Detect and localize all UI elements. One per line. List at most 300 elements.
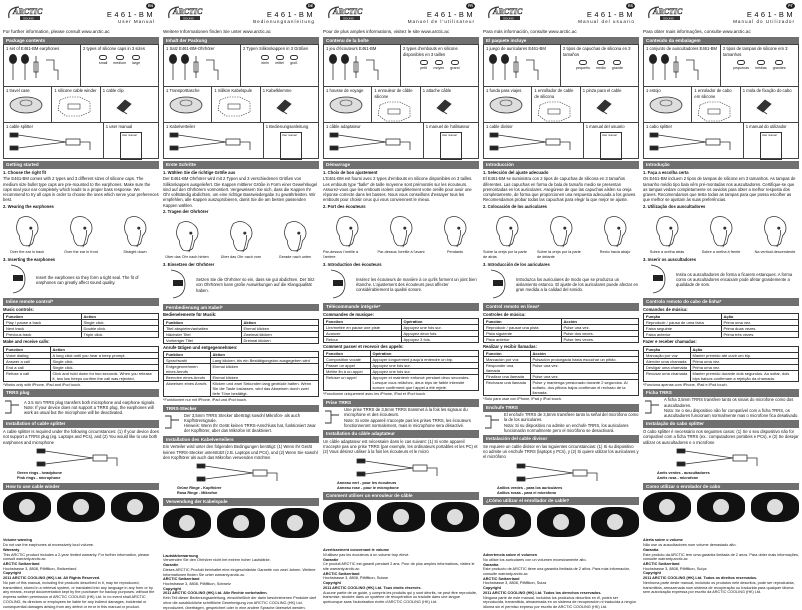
manual-subtitle: Manual del usuario xyxy=(578,19,635,24)
ear-insert-illustration xyxy=(643,263,673,296)
manual-header xyxy=(323,0,479,28)
section-header-getting-started: Introducción xyxy=(483,161,639,169)
table-cell: Appuyer et maintenir enfoncé pendant deux secondes. Lorsque vous relâchez, deux bips de faible intensité sonore confirment que l'appel a été rejeté. xyxy=(370,375,479,391)
section-header-splitter: Installation des Kabelverteilers xyxy=(163,436,319,444)
ear-insert-illustration xyxy=(3,263,33,296)
package-row xyxy=(644,122,798,158)
package-item xyxy=(421,87,478,122)
package-item xyxy=(401,45,478,86)
winder-step-image xyxy=(217,508,265,538)
inserting-title: 3. Introducción de los auriculares xyxy=(483,261,550,267)
table-cell: Faixa seguinte xyxy=(644,326,722,332)
manual-column-pt xyxy=(643,0,799,595)
table-cell: Rechazar una llamada xyxy=(484,380,531,396)
cable-winder-steps xyxy=(3,492,159,522)
wearing-caption: Sobre a orelha atrás xyxy=(649,250,685,255)
footer-text: Hochstrasse 3, 8808, Pfäffikon, Suisse xyxy=(323,576,389,581)
package-item-label: 1 enrollador de cable de silicona xyxy=(534,88,574,99)
model-number: E461-BM xyxy=(586,10,635,19)
wearing-figure xyxy=(643,211,691,255)
svg-text:SOUND: SOUND xyxy=(23,16,34,21)
manual-header xyxy=(643,0,799,28)
calls-title: Realizar y recibir llamadas: xyxy=(483,344,537,350)
footer-text: ARCTIC Switzerland xyxy=(323,571,360,576)
language-badge: PT xyxy=(786,3,795,9)
table-cell: Action xyxy=(81,314,159,320)
footer-text: Hochstrasse 3, 8808, Pfäffikon, Schweiz xyxy=(163,581,231,586)
package-item xyxy=(584,123,638,158)
package-item-label: 1 estojo xyxy=(646,88,661,94)
winder-step-image xyxy=(431,502,479,532)
footer-text: Garantía xyxy=(483,562,499,567)
ring-legend: Rosa Ringe - Mikrofon xyxy=(177,491,218,496)
calls-title: Comment passer et recevoir des appels: xyxy=(323,344,404,350)
cap-size xyxy=(434,60,445,70)
package-row xyxy=(484,122,638,158)
section-header-trrs: Prise TRRS xyxy=(323,399,479,407)
earphones-image xyxy=(166,52,238,83)
table-cell: Aktion xyxy=(210,351,319,357)
package-item xyxy=(532,87,580,122)
manual-subtitle: Manuel de l'utilisateur xyxy=(407,19,475,24)
footer-text: Warranty xyxy=(3,547,20,552)
ring-legend: Anillos rosas - para el micrófono xyxy=(497,490,557,495)
section-header-getting-started: Démarrage xyxy=(323,161,479,169)
trrs-row xyxy=(163,412,319,433)
package-item xyxy=(241,45,318,86)
table-cell: Função xyxy=(644,314,722,320)
calls-table xyxy=(483,350,639,396)
package-item-label: 1 manuel de l'utilisateur xyxy=(425,124,470,130)
package-item xyxy=(484,87,532,122)
package-item xyxy=(164,45,241,86)
remote-footnote: *Fonctionne uniquement avec les iPhone, iPad et iPod touch. xyxy=(323,392,427,397)
table-cell: Prima três vezes. xyxy=(721,332,799,338)
table-cell: Vorheriger Titel xyxy=(164,337,242,343)
package-item xyxy=(104,123,158,158)
info-line: Para obter mais informações, consulte www.arctic.ac xyxy=(643,29,751,34)
getting-started-text: 1. Selección del ajuste adecuado xyxy=(483,170,549,176)
package-row xyxy=(324,122,478,158)
cap-icon xyxy=(290,55,298,60)
cable-winder-steps xyxy=(483,507,639,537)
table-cell: A long click until you hear a beep prompt. xyxy=(50,352,159,358)
music-controls-title: Commandes de musique: xyxy=(323,311,374,317)
package-item-label: 1 Kabelklemme xyxy=(262,88,292,94)
ring-legend: Anéis verdes - auscultadores xyxy=(657,471,710,476)
model-number: E461-BM xyxy=(106,10,155,19)
package-contents-grid xyxy=(643,44,799,159)
music-controls-title: Bedienelemente für Musik: xyxy=(163,312,217,318)
table-cell: End a call xyxy=(4,364,51,370)
table-cell: Composition vocale xyxy=(324,357,371,363)
table-cell: Single click. xyxy=(81,320,159,326)
cable-winder-image xyxy=(694,99,737,124)
wearing-caption: Pendants xyxy=(446,250,464,255)
remote-footnote: *Funciona apenas com iPhone, iPad e iPod touch. xyxy=(643,382,728,387)
head-illustration xyxy=(8,211,46,250)
table-cell: Desligar uma chamada xyxy=(644,364,691,370)
travel-case-image xyxy=(6,94,49,117)
svg-text:SOUND: SOUND xyxy=(343,16,354,21)
table-cell: Acción xyxy=(561,319,639,325)
package-item-label: 1 manual do utilizador xyxy=(745,124,787,130)
table-cell: Zweimal klicken xyxy=(241,331,319,337)
cap-size xyxy=(576,60,590,70)
table-cell: Pulse tres veces. xyxy=(561,337,639,343)
cap-size-label: medio xyxy=(596,65,606,70)
trrs-text-wrap xyxy=(664,397,799,418)
cable-clip-image xyxy=(263,94,316,117)
remote-footnote: *Funktioniert nur mit iPhone, iPad und iPod touch. xyxy=(163,397,248,402)
music-controls-table xyxy=(3,313,159,338)
table-cell: Pulse y mantenga presionado durante 2 segundos. Al soltarlo, dos pitidos bajos confirman el rechazo de la llamada. xyxy=(530,380,639,396)
ring-legend: Pink rings - microphone xyxy=(17,475,61,480)
table-cell: Einmal klicken xyxy=(210,363,319,374)
cap-size xyxy=(612,60,623,70)
table-cell: Prima uma vez. xyxy=(690,358,799,364)
cable-splitter-image xyxy=(326,130,421,155)
package-item-label: 2 types of silicone caps in 3 sizes xyxy=(83,46,145,52)
head-illustration xyxy=(756,211,794,250)
table-cell: Recusar uma chamada xyxy=(644,370,691,381)
inserting-title: 3. Introduction des écouteurs xyxy=(323,261,382,267)
manual-column-fr xyxy=(323,0,479,605)
footer-text: Hochstrasse 3, 8808, Pfäffikon, Switzerland xyxy=(3,566,77,571)
cap-size-label: klein xyxy=(261,60,269,65)
travel-case-image xyxy=(646,94,689,117)
table-cell: Marcação por voz xyxy=(644,352,691,358)
winder-step-image xyxy=(643,492,691,522)
inserting-text: Setzen Sie die Ohrhörer so ein, dass sie gut abdichten. Der Sitz von Ohrhörern kann große Auswirkungen auf die Klangqualität haben. xyxy=(196,277,315,293)
package-row xyxy=(164,44,318,86)
head-illustration xyxy=(542,211,580,250)
footer-text: Nenhuma parte deste manual, incluindo os produtos nele descritos, pode ser reproduzida, transmitida, armazenada num sistema de recuperação ou traduzida para qualquer idioma sem autorização expressa por escrito da ARCTIC COOLING (HK) Ltd. xyxy=(643,580,795,595)
table-cell: Opération xyxy=(370,351,479,357)
table-cell: Lire/mettre en pause une piste xyxy=(324,325,402,331)
inserting-title: 3. Inserting the earphones xyxy=(3,256,56,262)
package-row xyxy=(164,86,318,122)
footer-text: ARCTIC Switzerland xyxy=(643,562,680,566)
trrs-row xyxy=(323,407,479,428)
manual-subtitle: User Manual xyxy=(117,19,155,24)
wearing-caption: Sobre a orelha à frente xyxy=(701,250,741,255)
svg-text:SOUND: SOUND xyxy=(663,16,674,21)
table-cell: Action xyxy=(50,346,159,352)
section-header-package: Contenu de la boîte xyxy=(323,37,479,45)
cap-size xyxy=(733,60,749,70)
package-item-label: 1 user manual xyxy=(105,124,133,130)
cable-clip-image xyxy=(583,94,636,117)
calls-title: Anrufe tätigen und entgegennehmen: xyxy=(163,344,238,350)
package-item-label: 1 silicone cable winder xyxy=(54,88,97,94)
table-cell: Dreimal klicken xyxy=(241,337,319,343)
footer-text: Garantie xyxy=(163,563,179,568)
getting-started-text: L'E461-BM est fourni avec 2 types d'embouts en silicone disponibles en 3 tailles. Les embouts type "balle" de taille moyenne sont prémontés sur les écouteurs. Assurez-vous que les embouts isolent complètement votre oreille pour avoir une réponse correcte dans les basses. Nous vous conseillons d'essayer tous les embouts pour choisir ceux qui vous conviennent le mieux. xyxy=(323,176,473,203)
arctic-sound-logo xyxy=(325,4,369,22)
table-row xyxy=(484,363,639,374)
ring-legend: Anneau rose - pour le microphone xyxy=(337,485,399,490)
manual-header xyxy=(163,0,319,28)
cap-size-label: mittel xyxy=(275,60,284,65)
cap-size xyxy=(773,60,786,70)
cable-winder-image xyxy=(214,94,257,119)
head-illustration xyxy=(276,216,314,255)
cap-size xyxy=(132,55,140,65)
table-cell: Play / pause a track xyxy=(4,320,82,326)
table-cell: Funktion xyxy=(164,351,211,357)
trrs-note: Note: Si votre appareil n'accepte pas les prises TRRS, les écouteurs fonctionneront normalement, mais le microphone sera désactivé. xyxy=(344,417,471,428)
table-cell: Prima uma vez. xyxy=(721,320,799,326)
cap-size-label: grande xyxy=(611,65,623,70)
cable-winder-image xyxy=(534,99,577,124)
footer-text: Copyright xyxy=(163,586,181,591)
svg-text:SOUND: SOUND xyxy=(183,16,194,21)
package-item-label: 1 Kabelverteiler xyxy=(166,124,196,130)
package-item xyxy=(692,87,740,122)
table-cell: Previous track xyxy=(4,332,82,338)
section-header-package: El paquete incluye xyxy=(483,37,639,45)
footer-text: Ninguna parte de este manual, incluidos los productos descritos en él, podrá ser reproducida, transmitida, almacenada en un sistema de recuperación ni traducida a ningún idioma sin el permiso expreso por escrito de ARCTIC COOLING (HK) Ltd. xyxy=(483,595,636,610)
table-cell: Manter premido durante dois segundos. Ao soltar, dois bips baixos confirmam a rejeição da chamada. xyxy=(690,370,799,381)
model-number: E461-BM xyxy=(426,10,475,19)
section-header-remote: Inline remote control* xyxy=(3,298,159,306)
wearing-figure xyxy=(751,211,799,255)
section-header-winder: ¿Cómo utilizar el enrollador de cable? xyxy=(483,497,639,505)
table-cell: Single click. xyxy=(50,358,159,364)
wearing-caption: Over the ear in front xyxy=(64,250,98,255)
section-header-remote: Controlo remoto do cabo de linha* xyxy=(643,298,799,306)
package-item-label: 1 attache câble xyxy=(422,88,452,94)
cap-size xyxy=(420,60,428,70)
footer-text: Copyright xyxy=(3,571,21,576)
calls-table xyxy=(643,346,799,382)
table-row xyxy=(164,363,319,374)
table-row xyxy=(484,357,639,363)
table-cell: Prima duas vezes. xyxy=(721,326,799,332)
info-line: For further information, please consult www.arctic.ac xyxy=(3,29,110,34)
package-item xyxy=(424,123,478,158)
section-header-winder: How to use cable winder xyxy=(3,483,159,491)
remote-footnote: *Works only with iPhone, iPad and iPod touch. xyxy=(3,382,82,387)
table-cell: Passer un appel xyxy=(324,363,371,369)
wearing-figure xyxy=(323,211,371,260)
cap-size-label: petit xyxy=(420,65,427,70)
cap-size-label: moyen xyxy=(433,65,445,70)
table-cell: Nächster Titel xyxy=(164,331,242,337)
package-item-label: 1 enrolador de cabo em silicone xyxy=(694,88,732,99)
music-controls-title: Music controls: xyxy=(3,307,34,313)
travel-case-image xyxy=(326,94,369,117)
table-cell: Pulse una vez. xyxy=(561,325,639,331)
winder-step-image xyxy=(3,492,51,522)
inserting-row xyxy=(483,268,639,301)
cap-icon xyxy=(613,60,621,65)
table-row xyxy=(164,380,319,396)
wearing-figure xyxy=(431,211,479,260)
footer-text: Copyright xyxy=(643,571,661,576)
package-item xyxy=(4,45,81,86)
table-cell: Titel abspielen/anhalten xyxy=(164,325,242,331)
table-cell: Triple click. xyxy=(81,332,159,338)
arctic-sound-logo xyxy=(485,4,529,22)
table-cell: Atender uma chamada xyxy=(644,358,691,364)
svg-text:ARCTIC: ARCTIC xyxy=(13,7,43,16)
table-cell: Entgegennehmen eines Anrufs xyxy=(164,363,211,374)
music-controls-title: Controles de música: xyxy=(483,311,526,317)
table-cell: Función xyxy=(484,351,531,357)
section-header-splitter: Installation du câble adaptateur xyxy=(323,430,479,438)
table-cell: Prima uma vez. xyxy=(690,364,799,370)
footer-text: Kein Teil dieser Bedienungsanleitung, einschließlich der darin beschriebenen Produkte darf ohne die ausdrückliche schriftliche Genehmigung von ARCTIC COOLING (HK) Ltd. reproduziert, übertragen, gespeichert oder in eine andere Sprache übersetzt werden. xyxy=(163,596,316,610)
table-cell: Einmal klicken xyxy=(210,374,319,380)
table-cell: Manter premido até ouvir um bip. xyxy=(690,352,799,358)
inserting-row xyxy=(3,263,159,296)
footer-text: Garantia xyxy=(643,547,659,552)
table-row xyxy=(484,380,639,396)
table-cell: Appuyez deux fois. xyxy=(401,331,479,337)
footer-text: Hochstrasse 3, 8808, Pfäffikon, Suiza xyxy=(483,581,547,586)
footer-text: Verwenden Sie den Ohrhörer nicht bei extrem hoher Lautstärke. xyxy=(163,558,271,563)
trrs-note: Note: If your device does not support a TRRS plug, the earphones will work as usual but the microphone will be deactivated. xyxy=(24,405,154,416)
wearing-figure xyxy=(697,211,745,255)
manual-column-en xyxy=(3,0,159,609)
ring-legend: Grüne Ringe - Kopfhörer xyxy=(177,486,222,491)
splitter-diagram xyxy=(3,446,159,471)
ear-insert-illustration xyxy=(483,268,513,301)
cap-icon xyxy=(261,55,269,60)
inserting-row xyxy=(323,268,479,301)
cap-icon xyxy=(116,55,124,60)
getting-started-text: 1. Wählen Sie die richtige Größe aus xyxy=(163,170,236,176)
package-item-label: 1 cabo splitter xyxy=(646,124,673,130)
cable-splitter-image xyxy=(486,130,581,155)
wearing-caption: Recto hacia abajo xyxy=(599,250,631,255)
getting-started-text: Os E461-BM incluem 2 tipos de tampas de silicone em 3 tamanhos. As tampas de tamanho médio tipo bala vêm pré-montadas nos auscultadores. Certifique-se que as tampas vedam completamente os ouvidos para obter a melhor resposta dos graves. Recomendamos que teste todas as tampas para que possa escolher as que melhor se ajustam às suas preferências. xyxy=(643,176,796,203)
splitter-text: Ein Verteiler wird unter den folgenden Bedingungen benötigt: (1) Wenn Ihr Gerät keinen TRRS-Stecker unterstützt (z.B. Laptops und PCs), und (2) Wenn Sie sowohl den Kopfhörer als auch das Mikrofon verwenden möchten xyxy=(163,444,318,460)
info-line: Pour de plus amples informations, visitez le site www.arctic.ac xyxy=(323,29,450,34)
wearing-caption: Straight down xyxy=(123,250,147,255)
language-badge: ES xyxy=(626,3,635,9)
footer-text: 2011 ARCTIC COOLING (HK) Ltd. All Rights Reserved. xyxy=(3,576,101,581)
package-item xyxy=(261,87,318,122)
cap-size-label: pequenas xyxy=(733,65,750,70)
earphones-image xyxy=(326,52,398,83)
footer-text: ARCTIC Switzerland xyxy=(483,576,520,581)
wearing-caption: Par-dessus l'oreille à l'arrière xyxy=(323,250,359,259)
table-cell: Finalizar una llamada xyxy=(484,374,531,380)
head-illustration xyxy=(488,211,526,250)
package-item-label: 1 housse de voyage xyxy=(326,88,364,94)
silicone-caps-sizes xyxy=(243,55,316,65)
trrs-text: Der 3,5mm TRRS Stecker überträgt sowohl Mikrofon- als auch Kopfhörersignale. xyxy=(184,412,301,423)
package-item-label: 1 mola de fixação do cabo xyxy=(742,88,792,94)
table-cell: Acción xyxy=(530,351,639,357)
wearing-figure xyxy=(377,211,425,260)
table-cell: Fonction xyxy=(324,351,371,357)
silicone-caps-sizes xyxy=(83,55,156,65)
earphones-image xyxy=(486,52,558,83)
footer-text: Advertencia sobre el volumen xyxy=(483,553,538,558)
section-header-winder: Como utilizar o enrolador de cabo xyxy=(643,483,799,491)
user-manual-thumbnail: User manual xyxy=(280,132,302,160)
footer-text: Hochstrasse 3, 8808, Pfäffikon, Suíça xyxy=(643,566,707,571)
package-item xyxy=(324,123,424,158)
package-item-label: 1 funda para viajes xyxy=(486,88,522,94)
package-item xyxy=(644,123,744,158)
cap-icon xyxy=(775,60,783,65)
winder-step-image xyxy=(57,492,105,522)
wearing-figure xyxy=(271,216,319,260)
footer-text: Garantie xyxy=(323,557,339,562)
footer-text: 2011 ARCTIC COOLING (HK) Ltd. Todos os direitos reservados. xyxy=(643,576,758,581)
package-item xyxy=(644,45,721,86)
cap-size-label: pequeño xyxy=(576,65,590,70)
wearing-figures xyxy=(643,211,799,255)
wearing-caption: Über das Ohr nach hinten xyxy=(165,255,209,260)
footer-text: No part of this manual, including the products described in it, may be reproduced, transmitted, stored in a retrieval system, or translated into any language in any form or by any means, except documentation kept by the purchaser for backup purposes, without the express written permission of ARCTIC COOLING (HK) Ltd. In no event shall ARCTIC COOLING, its directors or employees be liable for any indirect damages, incidental or consequential damages arising from any defect or error in this manual or product. xyxy=(3,580,155,609)
trrs-text: A 3.5 mm TRRS plug transfers both microphone and earphone signals. xyxy=(24,399,156,405)
trrs-note: Nota: Se o seu dispositivo não for compatível com a ficha TRRS, os auscultadores funcionam normalmente mas o microfone fica desativado. xyxy=(664,407,799,419)
trrs-row xyxy=(3,397,159,418)
cap-icon xyxy=(451,60,459,65)
ring-legend: Anneau vert - pour les écouteurs xyxy=(337,480,397,485)
cap-size xyxy=(755,60,767,70)
arctic-sound-logo xyxy=(165,4,209,22)
getting-started-text: 1. Choose the right fit xyxy=(3,170,47,176)
package-row xyxy=(484,44,638,86)
table-cell: Voice dialing xyxy=(4,352,51,358)
trrs-plug-icon xyxy=(323,407,341,428)
inserting-title: 3. Einsetzen der Ohrhörer xyxy=(163,262,215,268)
ear-insert-illustration xyxy=(323,268,353,301)
table-row xyxy=(644,332,799,338)
user-manual-thumbnail: User manual xyxy=(600,132,622,160)
cap-size-label: grand xyxy=(450,65,460,70)
trrs-plug-icon xyxy=(483,412,501,433)
language-badge: EN xyxy=(148,4,153,8)
package-item-label: 1 cable splitter xyxy=(6,124,33,130)
user-manual-thumbnail: User manual xyxy=(120,132,142,160)
table-cell: Appuyer longuement jusqu'à entendre un bip. xyxy=(370,357,479,363)
package-item-label: 1 manual del usuario xyxy=(585,124,625,130)
section-header-splitter: Installation of cable splitter xyxy=(3,420,159,428)
table-row xyxy=(644,370,799,381)
getting-started-text: 2. Wearing the earphones xyxy=(3,203,54,209)
calls-table xyxy=(323,350,479,391)
head-illustration xyxy=(702,211,740,250)
trrs-note: Nota: Si su dispositivo no admite un enchufe TRRS, los auriculares funcionarán normalmente pero el micrófono se desactivará. xyxy=(504,422,629,433)
cable-splitter-image xyxy=(6,130,101,155)
trrs-text-wrap xyxy=(24,400,159,416)
section-header-winder: Verwendung der Kabelspule xyxy=(163,498,319,506)
package-contents-grid xyxy=(163,44,319,159)
trrs-text-wrap xyxy=(184,413,319,434)
trrs-note: Hinweis: Wenn Ihr Gerät keinen TRRS-Anschluss hat, funktioniert zwar der Kopfhörer, aber das Mikrofon ist deaktiviert. xyxy=(184,423,316,434)
section-header-getting-started: Getting started xyxy=(3,161,159,169)
winder-step-image xyxy=(697,492,745,522)
footer-text: Avertissement concernant le volume xyxy=(323,548,390,553)
cap-icon xyxy=(597,60,605,65)
table-cell: Aktion xyxy=(241,319,319,325)
footer-text: Este produto da ARCTIC tem uma garantia limitada de 2 anos. Para obter mais informações, consulte warranty.arctic.ac xyxy=(643,552,799,562)
package-item xyxy=(4,87,52,122)
trrs-plug-icon xyxy=(643,397,661,418)
table-cell: Answer a call xyxy=(4,358,51,364)
inserting-text: Insérez les écouteurs de manière à ce qu'ils forment un joint bien étanche. L'ajustement des écouteurs peut affecter considérablement la qualité sonore. xyxy=(356,276,477,293)
getting-started-text: 1. Choix de bon ajustement xyxy=(323,170,378,176)
cap-size-label: médias xyxy=(755,65,767,70)
